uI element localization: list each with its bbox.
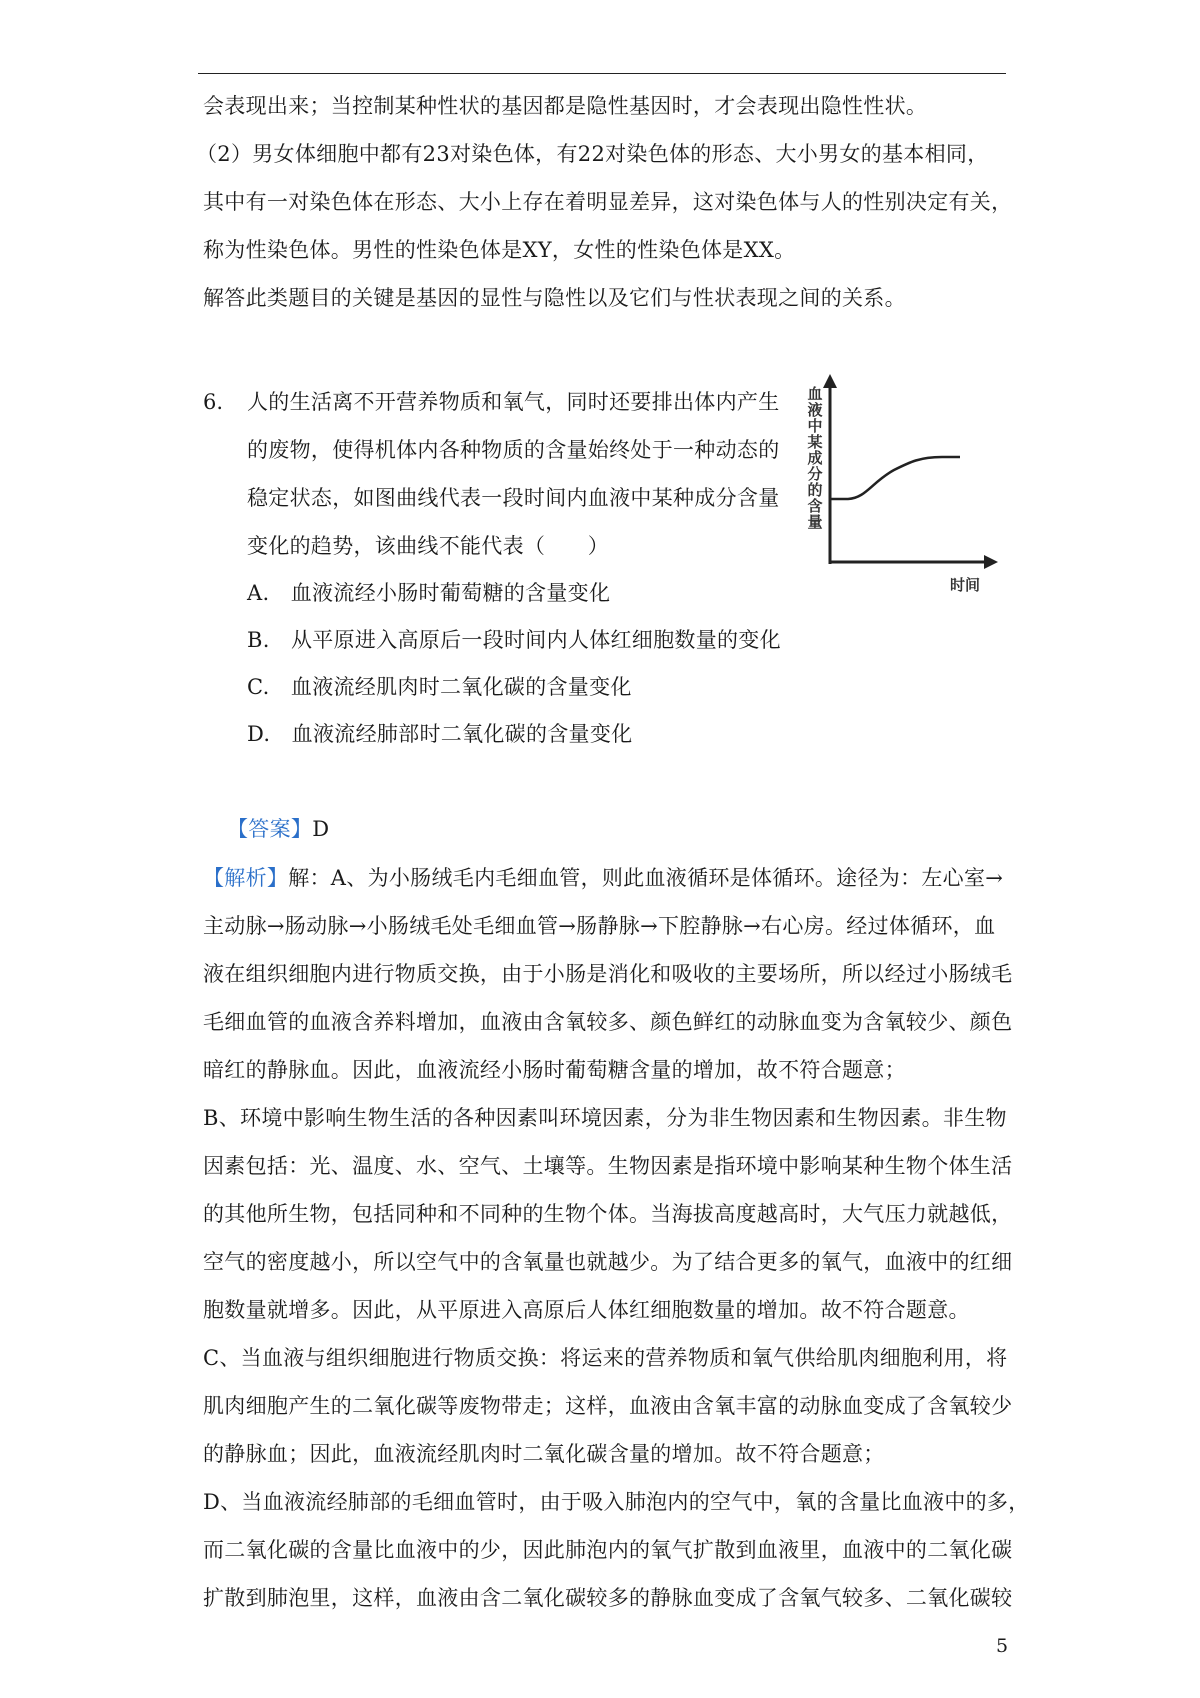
- answer-line: [227, 814, 329, 844]
- option-b: B. 从平原进入高原后一段时间内人体红细胞数量的变化: [247, 628, 781, 652]
- answer-value: D: [312, 817, 330, 841]
- page-number: 5: [996, 1635, 1009, 1657]
- question-stem-line: 的废物，使得机体内各种物质的含量始终处于一种动态的: [247, 438, 780, 462]
- carryover-line: 其中有一对染色体在形态、大小上存在着明显差异，这对染色体与人的性别决定有关，: [203, 190, 1013, 214]
- analysis-line: [203, 863, 1003, 893]
- analysis-line: C、当血液与组织细胞进行物质交换：将运来的营养物质和氧气供给肌肉细胞利用，将: [203, 1346, 1008, 1370]
- analysis-line: 而二氧化碳的含量比血液中的少，因此肺泡内的氧气扩散到血液里，血液中的二氧化碳: [203, 1538, 1013, 1562]
- carryover-line: 称为性染色体。男性的性染色体是XY，女性的性染色体是XX。: [203, 238, 796, 262]
- analysis-line: B、环境中影响生物生活的各种因素叫环境因素，分为非生物因素和生物因素。非生物: [203, 1106, 1007, 1130]
- analysis-line: 毛细血管的血液含养料增加，血液由含氧较多、颜色鲜红的动脉血变为含氧较少、颜色: [203, 1010, 1013, 1034]
- analysis-line: 的静脉血；因此，血液流经肌肉时二氧化碳含量的增加。故不符合题意；: [203, 1442, 885, 1466]
- analysis-line: 主动脉→肠动脉→小肠绒毛处毛细血管→肠静脉→下腔静脉→右心房。经过体循环，血: [203, 914, 996, 938]
- analysis-line: 的其他所生物，包括同种和不同种的生物个体。当海拔高度越高时，大气压力就越低，: [203, 1202, 1013, 1226]
- trend-figure: [794, 374, 1014, 596]
- question-number: 6.: [203, 390, 224, 414]
- answer-label: 【答案】: [227, 817, 313, 841]
- analysis-line: 空气的密度越小，所以空气中的含氧量也就越少。为了结合更多的氧气，血液中的红细: [203, 1250, 1013, 1274]
- x-axis-label: 时间: [950, 576, 981, 594]
- y-axis-label: 血液中某成分的含量: [807, 385, 823, 531]
- analysis-text: 解：A、为小肠绒毛内毛细血管，则此血液循环是体循环。途径为：左心室→: [288, 866, 1004, 890]
- analysis-line: 因素包括：光、温度、水、空气、土壤等。生物因素是指环境中影响某种生物个体生活: [203, 1154, 1013, 1178]
- trend-graph: [794, 374, 1014, 596]
- trend-curve: [831, 457, 960, 499]
- carryover-line: （2）男女体细胞中都有23对染色体，有22对染色体的形态、大小男女的基本相同，: [196, 142, 989, 166]
- option-c: C. 血液流经肌肉时二氧化碳的含量变化: [247, 675, 632, 699]
- analysis-line: 肌肉细胞产生的二氧化碳等废物带走；这样，血液由含氧丰富的动脉血变成了含氧较少: [203, 1394, 1013, 1418]
- analysis-line: 胞数量就增多。因此，从平原进入高原后人体红细胞数量的增加。故不符合题意。: [203, 1298, 970, 1322]
- x-axis-arrowhead: [984, 555, 998, 569]
- question-stem-line: 变化的趋势，该曲线不能代表（ ）: [247, 534, 610, 558]
- option-d: D. 血液流经肺部时二氧化碳的含量变化: [247, 722, 633, 746]
- carryover-line: 会表现出来；当控制某种性状的基因都是隐性基因时，才会表现出隐性性状。: [203, 94, 928, 118]
- analysis-line: 扩散到肺泡里，这样，血液由含二氧化碳较多的静脉血变成了含氧气较多、二氧化碳较: [203, 1586, 1013, 1610]
- analysis-line: 液在组织细胞内进行物质交换，由于小肠是消化和吸收的主要场所，所以经过小肠绒毛: [203, 962, 1013, 986]
- analysis-line: 暗红的静脉血。因此，血液流经小肠时葡萄糖含量的增加，故不符合题意；: [203, 1058, 906, 1082]
- option-a: A. 血液流经小肠时葡萄糖的含量变化: [247, 581, 611, 605]
- analysis-label: 【解析】: [203, 866, 289, 890]
- analysis-line: D、当血液流经肺部的毛细血管时，由于吸入肺泡内的空气中，氧的含量比血液中的多，: [203, 1490, 1030, 1514]
- carryover-line: 解答此类题目的关键是基因的显性与隐性以及它们与性状表现之间的关系。: [203, 286, 906, 310]
- header-rule: [198, 73, 1006, 74]
- question-stem-line: 人的生活离不开营养物质和氧气，同时还要排出体内产生: [247, 390, 780, 414]
- question-stem-line: 稳定状态，如图曲线代表一段时间内血液中某种成分含量: [247, 486, 780, 510]
